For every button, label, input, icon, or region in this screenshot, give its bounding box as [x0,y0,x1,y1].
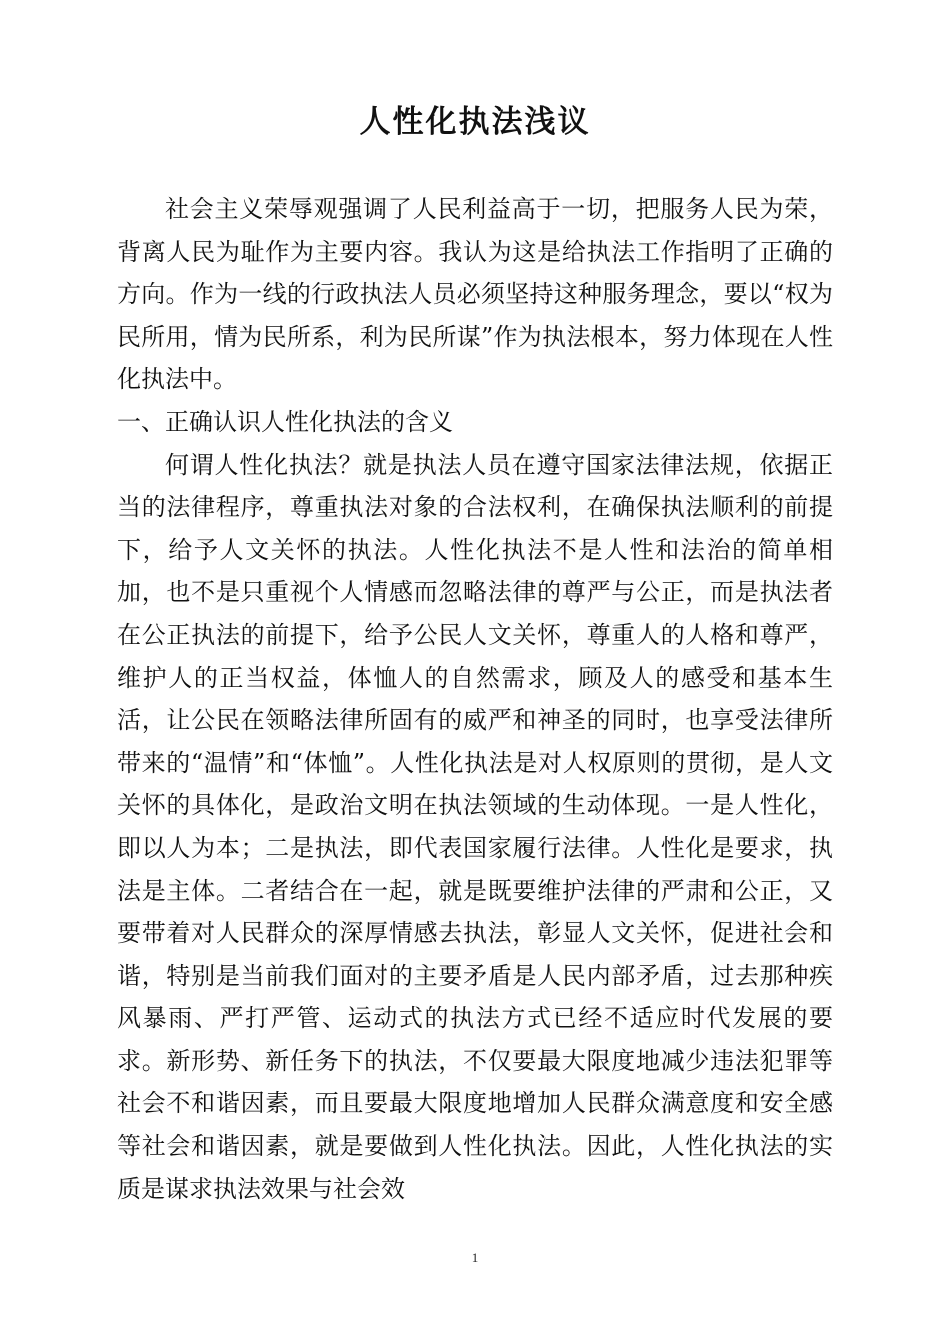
document-body [117,188,833,1210]
page-number: 1 [471,1250,479,1265]
section-heading: 一、正确认识人性化执法的含义 [117,407,453,436]
paragraph-intro: 社会主义荣辱观强调了人民利益高于一切，把服务人民为荣，背离人民为耻作为主要内容。我认为这是给执法工作指明了正确的方向。作为一线的行政执法人员必须坚持这种服务理念，要以“权为民所用，情为民所系，利为民所谋”作为执法根本，努力体现在人性化执法中。 [117,195,833,394]
paragraph-definition: 何谓人性化执法？就是执法人员在遵守国家法律法规，依据正当的法律程序，尊重执法对象的合法权利，在确保执法顺利的前提下，给予人文关怀的执法。人性化执法不是人性和法治的简单相加，也不是只重视个人情感而忽略法律的尊严与公正，而是执法者在公正执法的前提下，给予公民人文关怀，尊重人的人格和尊严，维护人的正当权益，体恤人的自然需求，顾及人的感受和基本生活，让公民在领略法律所固有的威严和神圣的同时，也享受法律所带来的“温情”和“体恤”。人性化执法是对人权原则的贯彻，是人文关怀的具体化，是政治文明在执法领域的生动体现。一是人性化，即以人为本；二是执法，即代表国家履行法律。人性化是要求，执法是主体。二者结合在一起，就是既要维护法律的严肃和公正，又要带着对人民群众的深厚情感去执法，彰显人文关怀，促进社会和谐，特别是当前我们面对的主要矛盾是人民内部矛盾，过去那种疾风暴雨、严打严管、运动式的执法方式已经不适应时代发展的要求。新形势、新任务下的执法，不仅要最大限度地减少违法犯罪等社会不和谐因素，而且要最大限度地增加人民群众满意度和安全感等社会和谐因素，就是要做到人性化执法。因此，人性化执法的实质是谋求执法效果与社会效 [117,450,833,1203]
document-title: 人性化执法浅议 [359,104,591,140]
